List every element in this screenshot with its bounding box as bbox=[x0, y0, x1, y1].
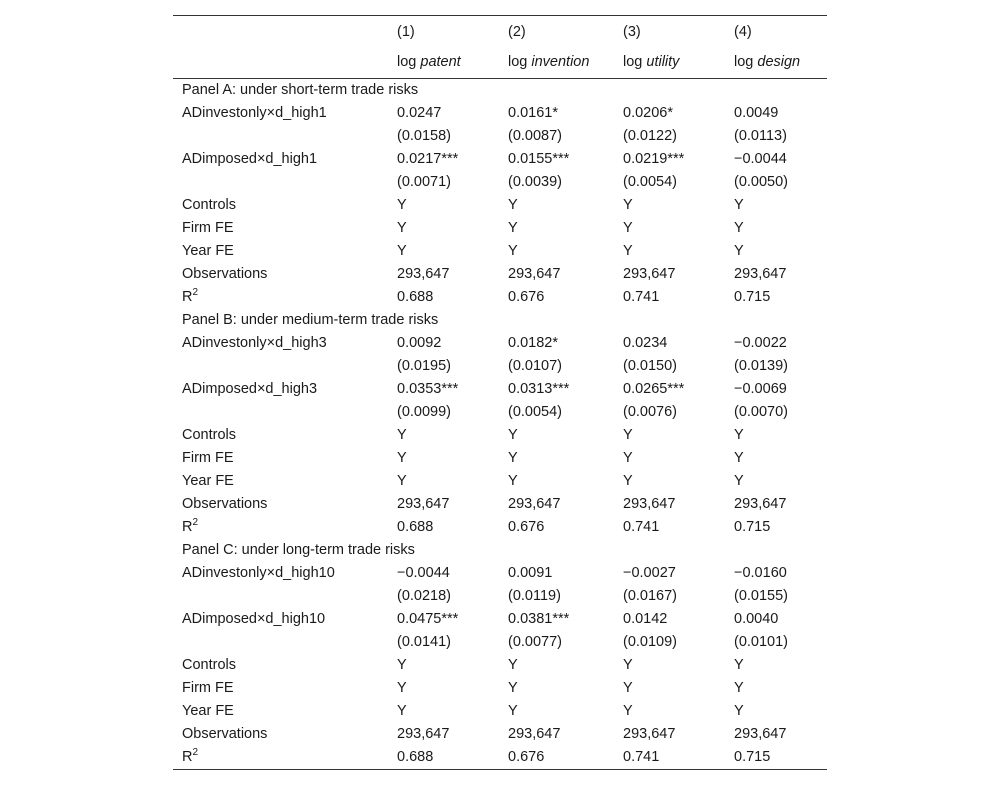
value-cell: Y bbox=[623, 473, 633, 489]
value-cell: (0.0107) bbox=[508, 358, 563, 374]
row-label: Observations bbox=[182, 266, 268, 282]
value-cell: Y bbox=[397, 473, 407, 489]
row-label: ADinvestonly×d_high1 bbox=[182, 105, 327, 121]
value-cell: 0.715 bbox=[734, 289, 771, 305]
value-cell: 293,647 bbox=[397, 496, 450, 512]
value-cell: Y bbox=[508, 450, 518, 466]
table-row bbox=[173, 585, 827, 608]
table-row bbox=[173, 240, 827, 263]
value-cell: Y bbox=[623, 450, 633, 466]
value-cell: Y bbox=[397, 450, 407, 466]
value-cell: 293,647 bbox=[508, 726, 561, 742]
value-cell: Y bbox=[734, 450, 744, 466]
table-row bbox=[173, 401, 827, 424]
value-cell: Y bbox=[397, 680, 407, 696]
value-cell: (0.0076) bbox=[623, 404, 678, 420]
value-cell: Y bbox=[508, 703, 518, 719]
value-cell: 293,647 bbox=[623, 726, 676, 742]
value-cell: 0.0217*** bbox=[397, 151, 459, 167]
value-cell: 0.715 bbox=[734, 749, 771, 765]
value-cell: 0.0313*** bbox=[508, 381, 570, 397]
column-number-4: (4) bbox=[734, 24, 752, 40]
value-cell: (0.0195) bbox=[397, 358, 452, 374]
superscript: 2 bbox=[192, 747, 199, 758]
panel-title-row bbox=[173, 309, 827, 332]
value-cell: 293,647 bbox=[508, 496, 561, 512]
value-cell: 0.688 bbox=[397, 749, 434, 765]
table-row bbox=[173, 148, 827, 171]
value-cell: Y bbox=[397, 657, 407, 673]
column-header-3: log utility bbox=[623, 54, 680, 70]
value-cell: −0.0160 bbox=[734, 565, 787, 581]
value-cell: 0.0040 bbox=[734, 611, 779, 627]
value-cell: 0.688 bbox=[397, 519, 434, 535]
value-cell: (0.0054) bbox=[623, 174, 678, 190]
value-cell: 0.0142 bbox=[623, 611, 668, 627]
row-label: Year FE bbox=[182, 243, 234, 259]
value-cell: Y bbox=[508, 473, 518, 489]
table-row bbox=[173, 470, 827, 493]
value-cell: Y bbox=[508, 197, 518, 213]
value-cell: 0.0161* bbox=[508, 105, 558, 121]
value-cell: Y bbox=[508, 427, 518, 443]
table-row bbox=[173, 608, 827, 631]
column-variable-row bbox=[173, 47, 827, 78]
value-cell: Y bbox=[623, 197, 633, 213]
value-cell: 293,647 bbox=[623, 496, 676, 512]
value-cell: 293,647 bbox=[397, 726, 450, 742]
value-cell: 0.741 bbox=[623, 289, 660, 305]
table-row bbox=[173, 654, 827, 677]
value-cell: 0.0475*** bbox=[397, 611, 459, 627]
row-label: ADimposed×d_high10 bbox=[182, 611, 326, 627]
value-cell: 0.688 bbox=[397, 289, 434, 305]
table-row bbox=[173, 493, 827, 516]
panel-title: Panel B: under medium-term trade risks bbox=[182, 312, 439, 328]
value-cell: Y bbox=[623, 220, 633, 236]
table-row bbox=[173, 516, 827, 539]
value-cell: 0.0247 bbox=[397, 105, 442, 121]
value-cell: 293,647 bbox=[508, 266, 561, 282]
row-label: Firm FE bbox=[182, 220, 234, 236]
value-cell: Y bbox=[397, 220, 407, 236]
value-cell: Y bbox=[397, 703, 407, 719]
column-header-1: log patent bbox=[397, 54, 461, 70]
table-row bbox=[173, 125, 827, 148]
value-cell: 0.0265*** bbox=[623, 381, 685, 397]
value-cell: 0.0353*** bbox=[397, 381, 459, 397]
row-label: Controls bbox=[182, 657, 236, 673]
value-cell: −0.0069 bbox=[734, 381, 787, 397]
panel-title-row bbox=[173, 79, 827, 102]
value-cell: Y bbox=[734, 473, 744, 489]
value-cell: (0.0167) bbox=[623, 588, 678, 604]
table-row bbox=[173, 723, 827, 746]
value-cell: −0.0027 bbox=[623, 565, 676, 581]
column-number-3: (3) bbox=[623, 24, 641, 40]
value-cell: (0.0119) bbox=[508, 588, 561, 604]
value-cell: 0.0206* bbox=[623, 105, 673, 121]
superscript: 2 bbox=[192, 517, 199, 528]
table-body bbox=[173, 79, 827, 769]
value-cell: Y bbox=[508, 243, 518, 259]
value-cell: (0.0113) bbox=[734, 128, 787, 144]
value-cell: Y bbox=[734, 243, 744, 259]
value-cell: Y bbox=[734, 427, 744, 443]
column-header-4: log design bbox=[734, 54, 801, 70]
superscript: 2 bbox=[192, 287, 199, 298]
row-label: ADimposed×d_high3 bbox=[182, 381, 318, 397]
value-cell: 293,647 bbox=[734, 726, 787, 742]
value-cell: Y bbox=[734, 680, 744, 696]
row-label: Firm FE bbox=[182, 680, 234, 696]
value-cell: 293,647 bbox=[397, 266, 450, 282]
value-cell: Y bbox=[734, 703, 744, 719]
table-row bbox=[173, 631, 827, 654]
value-cell: (0.0101) bbox=[734, 634, 789, 650]
value-cell: (0.0158) bbox=[397, 128, 452, 144]
value-cell: 0.676 bbox=[508, 749, 545, 765]
panel-title: Panel A: under short-term trade risks bbox=[182, 82, 419, 98]
value-cell: Y bbox=[508, 220, 518, 236]
row-label: Observations bbox=[182, 496, 268, 512]
row-label: Year FE bbox=[182, 703, 234, 719]
panel-title-row bbox=[173, 539, 827, 562]
table-row bbox=[173, 263, 827, 286]
table-row bbox=[173, 677, 827, 700]
value-cell: −0.0044 bbox=[734, 151, 787, 167]
value-cell: Y bbox=[397, 197, 407, 213]
row-label: Controls bbox=[182, 427, 236, 443]
table-row bbox=[173, 700, 827, 723]
table-row bbox=[173, 562, 827, 585]
table-row bbox=[173, 194, 827, 217]
value-cell: 0.741 bbox=[623, 749, 660, 765]
regression-table bbox=[173, 15, 827, 770]
value-cell: (0.0071) bbox=[397, 174, 452, 190]
value-cell: 0.676 bbox=[508, 519, 545, 535]
column-number-1: (1) bbox=[397, 24, 415, 40]
value-cell: (0.0150) bbox=[623, 358, 678, 374]
value-cell: (0.0087) bbox=[508, 128, 563, 144]
row-label: Firm FE bbox=[182, 450, 234, 466]
value-cell: 0.0155*** bbox=[508, 151, 570, 167]
value-cell: Y bbox=[623, 657, 633, 673]
table-row bbox=[173, 424, 827, 447]
table-row bbox=[173, 171, 827, 194]
bottom-rule bbox=[173, 769, 827, 770]
column-number-row bbox=[173, 16, 827, 47]
row-label: ADimposed×d_high1 bbox=[182, 151, 318, 167]
value-cell: 0.741 bbox=[623, 519, 660, 535]
row-label: ADinvestonly×d_high3 bbox=[182, 335, 327, 351]
row-label: $R^2$ bbox=[182, 287, 199, 305]
value-cell: 293,647 bbox=[734, 266, 787, 282]
value-cell: 293,647 bbox=[623, 266, 676, 282]
value-cell: (0.0099) bbox=[397, 404, 452, 420]
value-cell: (0.0070) bbox=[734, 404, 789, 420]
value-cell: −0.0044 bbox=[397, 565, 450, 581]
column-header-2: log invention bbox=[508, 54, 590, 70]
value-cell: 293,647 bbox=[734, 496, 787, 512]
value-cell: Y bbox=[508, 657, 518, 673]
table-row bbox=[173, 286, 827, 309]
row-label: Year FE bbox=[182, 473, 234, 489]
table-row bbox=[173, 746, 827, 769]
value-cell: −0.0022 bbox=[734, 335, 787, 351]
value-cell: Y bbox=[397, 427, 407, 443]
row-label: $R^2$ bbox=[182, 517, 199, 535]
table-row bbox=[173, 217, 827, 240]
value-cell: 0.0092 bbox=[397, 335, 442, 351]
value-cell: 0.0091 bbox=[508, 565, 553, 581]
value-cell: Y bbox=[623, 703, 633, 719]
table-row bbox=[173, 355, 827, 378]
value-cell: Y bbox=[623, 427, 633, 443]
value-cell: 0.0381*** bbox=[508, 611, 570, 627]
value-cell: (0.0109) bbox=[623, 634, 678, 650]
row-label: Controls bbox=[182, 197, 236, 213]
value-cell: Y bbox=[734, 220, 744, 236]
table-row bbox=[173, 447, 827, 470]
value-cell: 0.0219*** bbox=[623, 151, 685, 167]
value-cell: Y bbox=[397, 243, 407, 259]
value-cell: (0.0122) bbox=[623, 128, 678, 144]
value-cell: Y bbox=[623, 243, 633, 259]
value-cell: Y bbox=[508, 680, 518, 696]
value-cell: 0.0049 bbox=[734, 105, 779, 121]
row-label: Observations bbox=[182, 726, 268, 742]
value-cell: (0.0077) bbox=[508, 634, 563, 650]
value-cell: (0.0155) bbox=[734, 588, 789, 604]
value-cell: (0.0141) bbox=[397, 634, 452, 650]
table-row bbox=[173, 102, 827, 125]
row-label: $R^2$ bbox=[182, 747, 199, 765]
value-cell: (0.0139) bbox=[734, 358, 789, 374]
value-cell: Y bbox=[623, 680, 633, 696]
value-cell: Y bbox=[734, 657, 744, 673]
value-cell: 0.676 bbox=[508, 289, 545, 305]
table-row bbox=[173, 332, 827, 355]
value-cell: 0.0182* bbox=[508, 335, 558, 351]
panel-title: Panel C: under long-term trade risks bbox=[182, 542, 415, 558]
value-cell: (0.0050) bbox=[734, 174, 789, 190]
value-cell: (0.0039) bbox=[508, 174, 563, 190]
column-number-2: (2) bbox=[508, 24, 526, 40]
value-cell: Y bbox=[734, 197, 744, 213]
row-label: ADinvestonly×d_high10 bbox=[182, 565, 335, 581]
value-cell: 0.715 bbox=[734, 519, 771, 535]
value-cell: (0.0054) bbox=[508, 404, 563, 420]
value-cell: 0.0234 bbox=[623, 335, 668, 351]
value-cell: (0.0218) bbox=[397, 588, 452, 604]
table-row bbox=[173, 378, 827, 401]
